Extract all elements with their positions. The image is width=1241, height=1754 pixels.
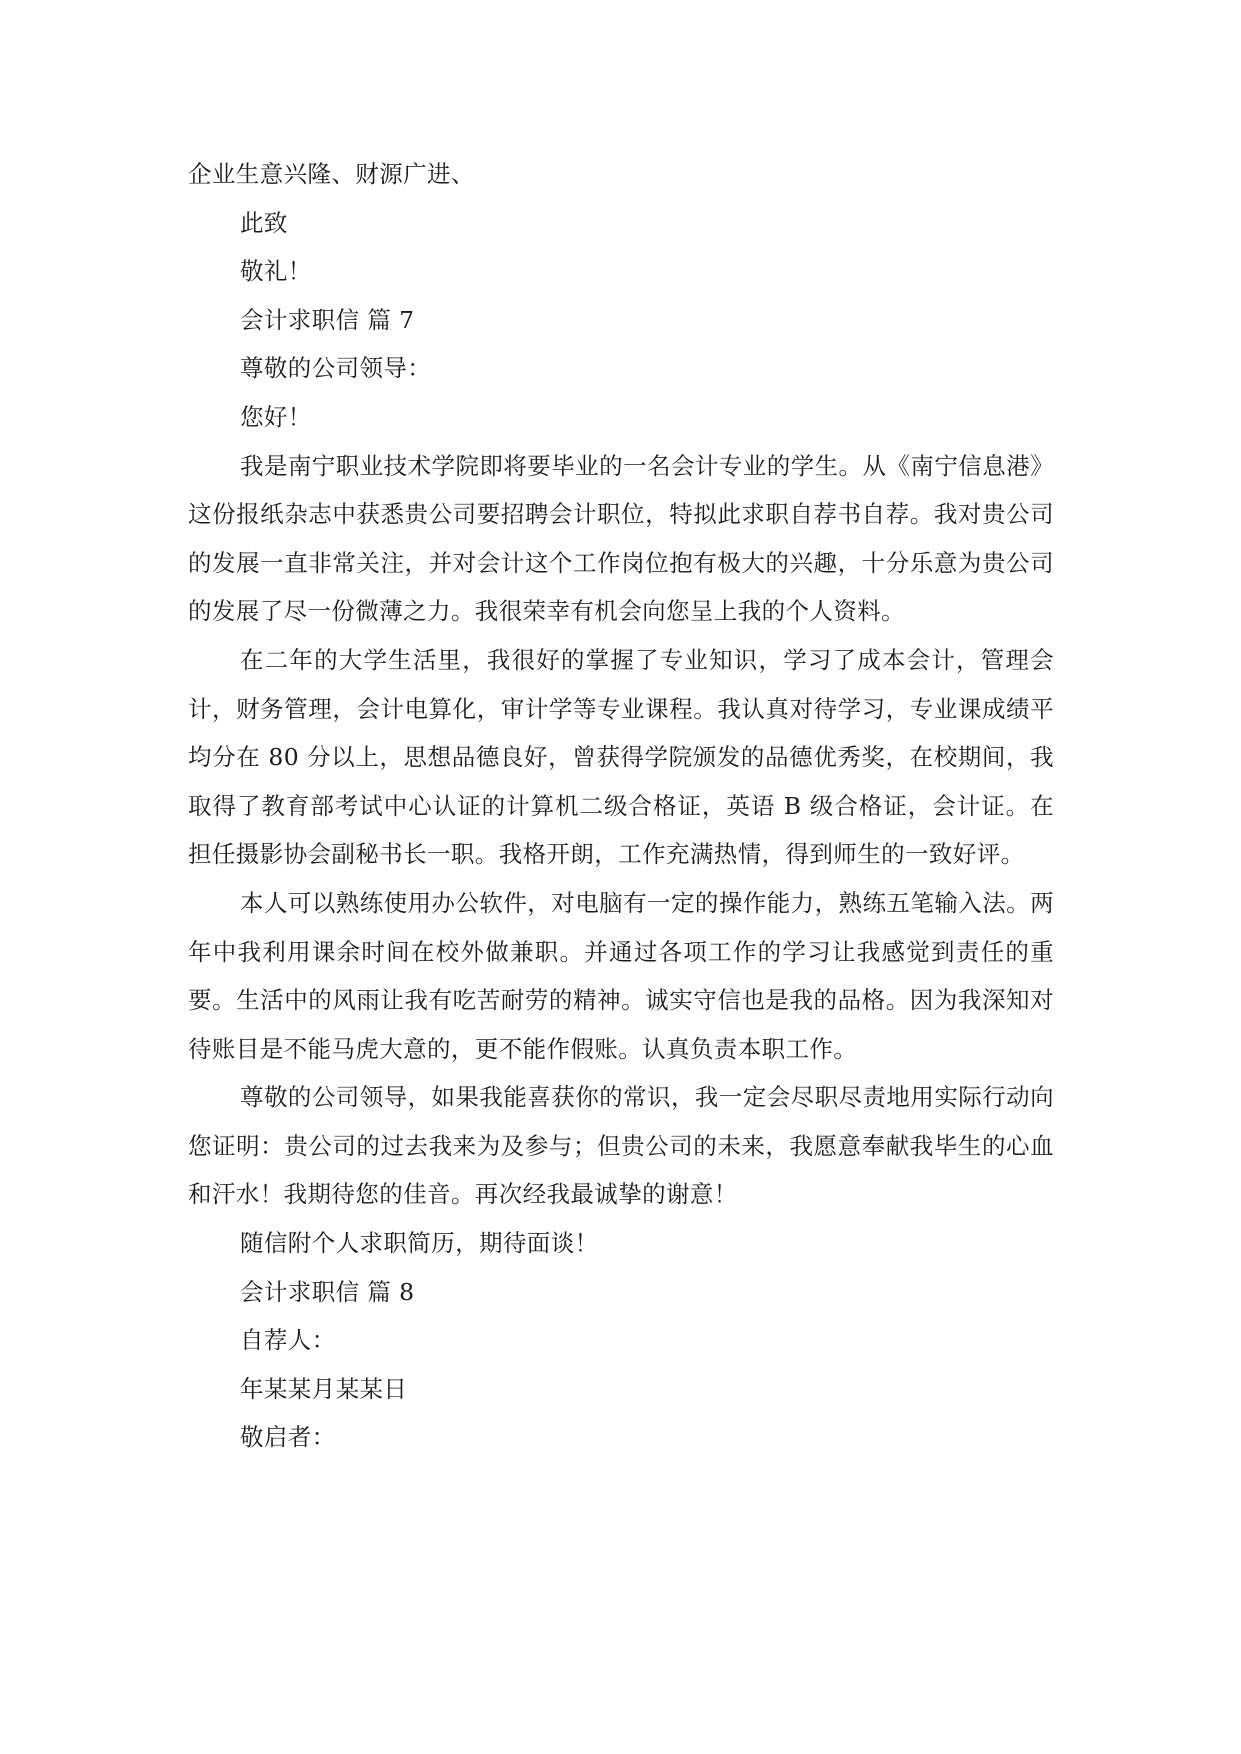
letter-greeting: 尊敬的公司领导： <box>240 354 432 383</box>
attachment-note: 随信附个人求职简历，期待面谈！ <box>240 1229 599 1258</box>
letter-hello: 您好！ <box>240 402 312 431</box>
signature-line: 自荐人： <box>240 1326 336 1355</box>
body-paragraph: 我是南宁职业技术学院即将要毕业的一名会计专业的学生。从《南宁信息港》这份报纸杂志中获悉贵公司要招聘会计职位，特拟此求职自荐书自荐。我对贵公司的发展一直非常关注，并对会计这个工作岗位抱有极大的兴趣，十分乐意为贵公司的发展了尽一份微薄之力。我很荣幸有机会向您呈上我的个人资料。 <box>188 451 1054 626</box>
body-paragraph: 本人可以熟练使用办公软件，对电脑有一定的操作能力，熟练五笔输入法。两年中我利用课余时间在校外做兼职。并通过各项工作的学习让我感觉到责任的重要。生活中的风雨让我有吃苦耐劳的精神。诚实守信也是我的品格。因为我深知对待账目是不能马虎大意的，更不能作假账。认真负责本职工作。 <box>188 888 1054 1063</box>
closing-salutation: 此致 <box>240 208 288 237</box>
section-heading-7: 会计求职信 篇 7 <box>240 305 415 334</box>
section-heading-8: 会计求职信 篇 8 <box>240 1277 415 1306</box>
closing-wish-line: 企业生意兴隆、财源广进、 <box>188 160 475 188</box>
body-paragraph: 在二年的大学生活里，我很好的掌握了专业知识，学习了成本会计，管理会计，财务管理，会计电算化，审计学等专业课程。我认真对待学习，专业课成绩平均分在 80 分以上，思想品德良好，曾获得学院颁发的品德优秀奖，在校期间，我取得了教育部考试中心认证的计算机二级合格证，英语 B 级合格证，会计证。在担任摄影协会副秘书长一职。我格开朗，工作充满热情，得到师生的一致好评。 <box>188 645 1054 869</box>
letter-opening: 敬启者： <box>240 1423 336 1452</box>
closing-regards: 敬礼！ <box>240 257 312 286</box>
body-paragraph: 尊敬的公司领导，如果我能喜获你的常识，我一定会尽职尽责地用实际行动向您证明：贵公司的过去我来为及参与；但贵公司的未来，我愿意奉献我毕生的心血和汗水！我期待您的佳音。再次经我最诚挚的谢意！ <box>188 1083 1054 1209</box>
date-line: 年某某月某某日 <box>240 1374 408 1403</box>
document-body <box>188 150 1054 1462</box>
